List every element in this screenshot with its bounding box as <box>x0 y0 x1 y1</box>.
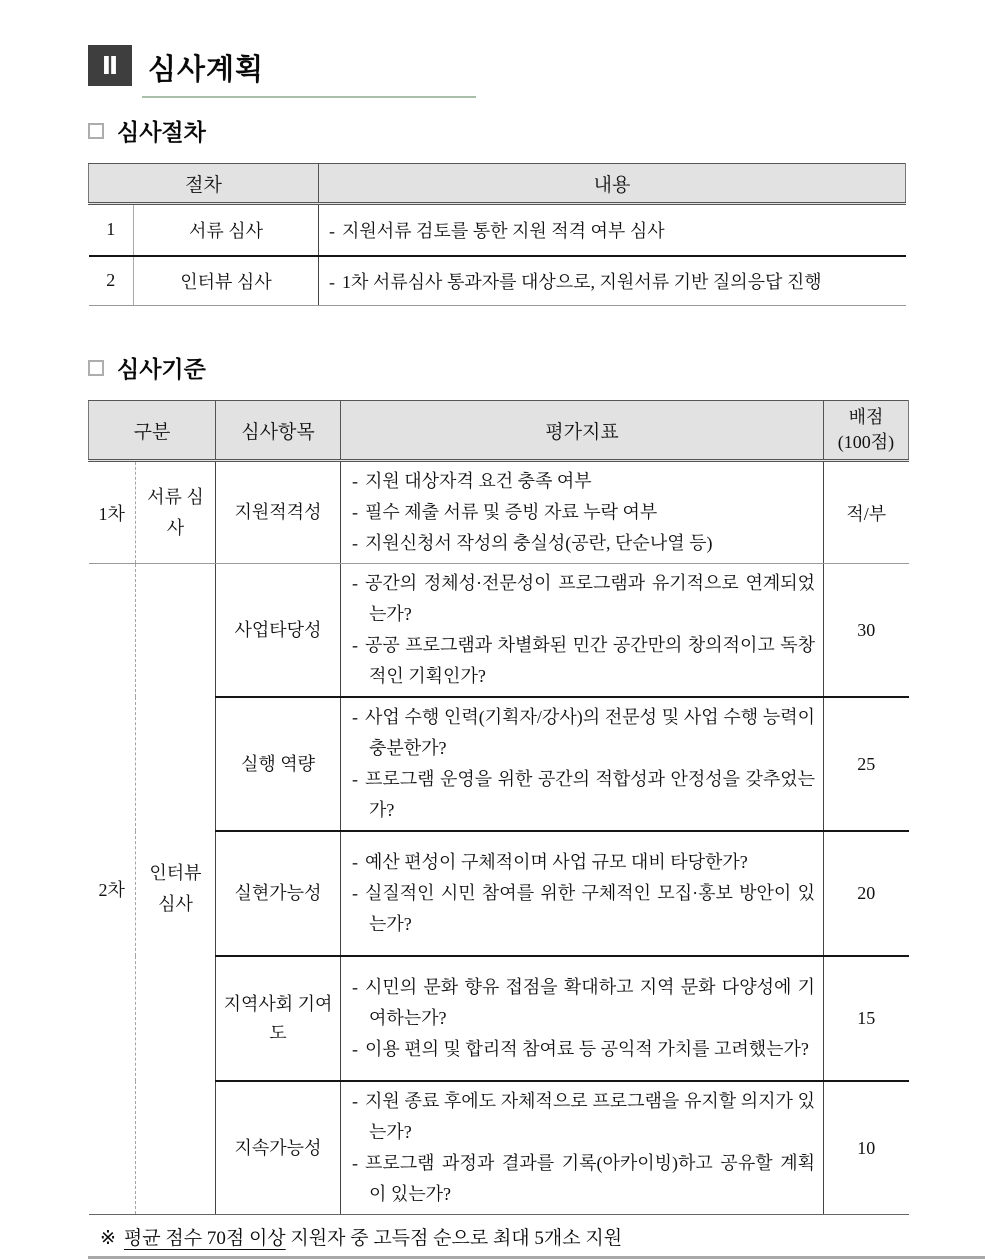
column-header-score <box>824 401 909 461</box>
step-content <box>319 204 906 256</box>
bullet-dash: - <box>352 852 358 872</box>
footnote <box>88 1223 992 1250</box>
column-header-content: 내용 <box>319 164 906 204</box>
stage-cell: 인터뷰 심사 <box>136 564 216 1215</box>
subsection-title: 심사절차 <box>117 119 206 145</box>
indicator-cell <box>341 697 824 831</box>
score-cell: 15 <box>824 956 909 1081</box>
item-cell: 실행 역량 <box>216 697 341 831</box>
score-header-line2: (100점) <box>837 432 895 452</box>
indicator-cell <box>341 831 824 956</box>
bullet-dash: - <box>352 883 358 903</box>
step-number: 2 <box>89 256 134 306</box>
step-name: 인터뷰 심사 <box>134 256 319 306</box>
bullet-text: 시민의 문화 향유 접점을 확대하고 지역 문화 다양성에 기여하는가? <box>365 977 815 1028</box>
bullet-text: 필수 제출 서류 및 증빙 자료 누락 여부 <box>365 502 658 522</box>
bullet-item <box>352 568 815 630</box>
step-content <box>319 256 906 306</box>
bullet-item <box>352 497 815 528</box>
bullet-item <box>352 466 815 497</box>
bullet-item <box>352 878 815 940</box>
step-content-text: 1차 서류심사 통과자를 대상으로, 지원서류 기반 질의응답 진행 <box>342 271 822 292</box>
table-row <box>89 256 906 306</box>
criteria-table <box>88 400 909 1215</box>
bullet-dash: - <box>329 271 335 292</box>
table-row <box>89 564 909 698</box>
bullet-text: 프로그램 과정과 결과를 기록(아카이빙)하고 공유할 계획이 있는가? <box>365 1153 815 1204</box>
indicator-cell <box>341 1081 824 1215</box>
bullet-dash: - <box>352 1039 358 1059</box>
bullet-dash: - <box>352 977 358 997</box>
empty-square-icon <box>88 360 104 376</box>
bullet-text: 사업 수행 인력(기획자/강사)의 전문성 및 사업 수행 능력이 충분한가? <box>365 707 815 758</box>
step-number: 1 <box>89 204 134 256</box>
procedure-header-row <box>89 164 906 204</box>
section-title-row <box>88 45 992 98</box>
footnote-text: 지원자 중 고득점 순으로 최대 5개소 지원 <box>290 1228 623 1249</box>
bullet-text: 공간의 정체성·전문성이 프로그램과 유기적으로 연계되었는가? <box>365 573 815 624</box>
item-cell: 지원적격성 <box>216 461 341 564</box>
bullet-dash: - <box>352 769 358 789</box>
column-header-step: 절차 <box>89 164 319 204</box>
bullet-dash: - <box>352 707 358 727</box>
subsection-title: 심사기준 <box>117 356 206 382</box>
bullet-list <box>352 1086 815 1210</box>
bullet-text: 예산 편성이 구체적이며 사업 규모 대비 타당한가? <box>365 852 748 872</box>
bullet-dash: - <box>352 471 358 491</box>
bullet-dash: - <box>352 502 358 522</box>
score-cell: 25 <box>824 697 909 831</box>
round-cell: 1차 <box>89 461 136 564</box>
bullet-item <box>352 972 815 1034</box>
indicator-cell <box>341 956 824 1081</box>
item-cell: 지속가능성 <box>216 1081 341 1215</box>
bullet-list <box>352 847 815 940</box>
bullet-dash: - <box>329 220 335 241</box>
bullet-text: 지원 종료 후에도 자체적으로 프로그램을 유지할 의지가 있는가? <box>365 1091 815 1142</box>
item-cell: 사업타당성 <box>216 564 341 698</box>
bullet-text: 실질적인 시민 참여를 위한 구체적인 모집·홍보 방안이 있는가? <box>365 883 815 934</box>
bullet-item <box>352 702 815 764</box>
bullet-item <box>352 1148 815 1210</box>
bullet-item <box>352 1086 815 1148</box>
item-cell: 지역사회 기여도 <box>216 956 341 1081</box>
step-content-text: 지원서류 검토를 통한 지원 적격 여부 심사 <box>342 220 665 241</box>
bullet-text: 공공 프로그램과 차별화된 민간 공간만의 창의적이고 독창적인 기획인가? <box>365 635 815 686</box>
bullet-list <box>352 568 815 692</box>
score-cell: 10 <box>824 1081 909 1215</box>
bullet-text: 지원신청서 작성의 충실성(공란, 단순나열 등) <box>365 533 713 553</box>
section-number-badge: Ⅱ <box>88 45 132 86</box>
indicator-cell <box>341 461 824 564</box>
bullet-dash: - <box>352 635 358 655</box>
bullet-list <box>352 702 815 826</box>
subsection-heading-criteria <box>88 351 992 384</box>
bullet-list <box>352 972 815 1065</box>
bullet-item <box>352 630 815 692</box>
table-row <box>89 204 906 256</box>
bullet-list <box>352 466 815 559</box>
bullet-item <box>352 847 815 878</box>
criteria-header-row <box>89 401 909 461</box>
bullet-text: 이용 편의 및 합리적 참여료 등 공익적 가치를 고려했는가? <box>365 1039 809 1059</box>
bullet-item <box>352 764 815 826</box>
step-name: 서류 심사 <box>134 204 319 256</box>
bullet-dash: - <box>352 573 358 593</box>
bullet-item <box>352 1034 815 1065</box>
section-title: 심사계획 <box>148 54 265 86</box>
stage-cell: 서류 심사 <box>136 461 216 564</box>
score-cell: 20 <box>824 831 909 956</box>
column-header-category: 구분 <box>89 401 216 461</box>
score-cell: 적/부 <box>824 461 909 564</box>
bullet-dash: - <box>352 1153 358 1173</box>
score-header-line1: 배점 <box>848 407 884 427</box>
reference-mark-icon: ※ <box>100 1228 116 1249</box>
empty-square-icon <box>88 123 104 139</box>
subsection-heading-procedure <box>88 114 992 147</box>
column-header-item: 심사항목 <box>216 401 341 461</box>
bullet-dash: - <box>352 533 358 553</box>
bullet-text: 프로그램 운영을 위한 공간의 적합성과 안정성을 갖추었는가? <box>365 769 815 820</box>
procedure-table <box>88 163 906 306</box>
table-row <box>89 461 909 564</box>
bullet-text: 지원 대상자격 요건 충족 여부 <box>365 471 592 491</box>
bullet-dash: - <box>352 1091 358 1111</box>
item-cell: 실현가능성 <box>216 831 341 956</box>
bullet-item <box>352 528 815 559</box>
section-title-underline <box>142 45 476 98</box>
indicator-cell <box>341 564 824 698</box>
score-cell: 30 <box>824 564 909 698</box>
footnote-underlined-text: 평균 점수 70점 이상 <box>123 1228 286 1249</box>
round-cell: 2차 <box>89 564 136 1215</box>
column-header-indicator: 평가지표 <box>341 401 824 461</box>
